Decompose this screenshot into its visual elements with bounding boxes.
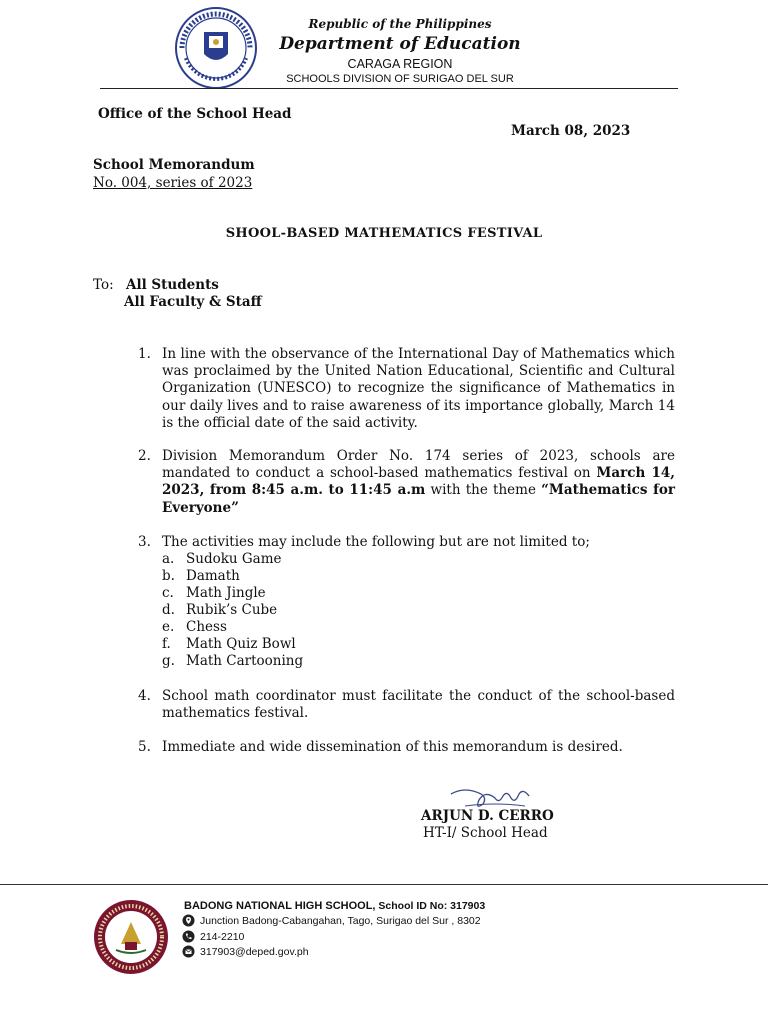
item-number: 2. [138, 448, 151, 464]
activity-item: Chess [186, 619, 227, 635]
activity-item: Damath [186, 568, 240, 584]
school-name: BADONG NATIONAL HIGH SCHOOL, [184, 900, 376, 912]
festival-date: March 14, 2023, from 8:45 a.m. to 11:45 a.m [162, 465, 675, 499]
activity-letter: b. [162, 568, 175, 584]
footer-divider [0, 884, 768, 885]
activity-letter: e. [162, 619, 175, 635]
item-number: 3. [138, 534, 151, 550]
school-phone: 214-2210 [200, 930, 245, 943]
item-5-text: Immediate and wide dissemination of this memorandum is desired. [162, 739, 623, 755]
signatory-name: ARJUN D. CERRO [421, 808, 554, 824]
activity-item: Sudoku Game [186, 551, 282, 567]
header-department: Department of Education [279, 34, 521, 54]
activity-letter: c. [162, 585, 174, 601]
footer-school [184, 900, 485, 912]
school-email: 317903@deped.gov.ph [200, 945, 309, 958]
activity-item: Math Jingle [186, 585, 266, 601]
phone-icon [182, 930, 195, 943]
memo-date: March 08, 2023 [511, 123, 631, 139]
item-number: 5. [138, 739, 151, 755]
location-icon [182, 914, 195, 927]
memo-number: No. 004, series of 2023 [93, 175, 253, 191]
item-number: 1. [138, 346, 151, 362]
memo-title: School Memorandum [93, 157, 255, 173]
header-divider [100, 88, 678, 89]
header-division: SCHOOLS DIVISION OF SURIGAO DEL SUR [286, 73, 514, 85]
memo-subject: SHOOL-BASED MATHEMATICS FESTIVAL [225, 226, 543, 241]
school-address: Junction Badong-Cabangahan, Tago, Surigao del Sur , 8302 [200, 914, 481, 927]
footer-email-row [182, 945, 309, 958]
item-2-text [162, 448, 675, 517]
activity-letter: f. [162, 636, 171, 652]
activity-item: Math Cartooning [186, 653, 304, 669]
activity-letter: g. [162, 653, 175, 669]
recipient: All Students [126, 277, 219, 293]
footer-phone-row [182, 930, 244, 943]
item-2-text-part: with the theme [425, 482, 542, 499]
festival-theme: “Mathematics for Everyone” [162, 482, 676, 516]
item-3-text: The activities may include the following but are not limited to; [162, 534, 590, 550]
activity-letter: d. [162, 602, 175, 618]
activity-item: Rubik’s Cube [186, 602, 278, 618]
item-number: 4. [138, 688, 151, 704]
item-2-text-part: Division Memorandum Order No. 174 series of 2023, schools are mandated to conduct a school-based mathematics festival on [162, 448, 675, 482]
activity-letter: a. [162, 551, 175, 567]
to-label: To: [93, 277, 114, 293]
email-icon [182, 945, 195, 958]
item-1-text: In line with the observance of the International Day of Mathematics which was proclaimed by the United Nation Educational, Scientific and Cultural Organization (UNESCO) to recognize the significance of Mathematics in our daily lives and to raise awareness of its importance globally, March 14 is the official date of the said activity. [162, 346, 675, 431]
activity-item: Math Quiz Bowl [186, 636, 296, 652]
school-seal-logo [92, 898, 170, 976]
school-id: School ID No: 317903 [375, 900, 486, 912]
footer-address-row [182, 914, 481, 927]
header-republic: Republic of the Philippines [308, 17, 492, 31]
office-label: Office of the School Head [98, 106, 292, 122]
signatory-title: HT-I/ School Head [423, 825, 548, 841]
header-region: CARAGA REGION [347, 57, 453, 71]
recipient: All Faculty & Staff [124, 294, 262, 310]
item-4-text: School math coordinator must facilitate the conduct of the school-based mathematics festival. [162, 688, 675, 722]
